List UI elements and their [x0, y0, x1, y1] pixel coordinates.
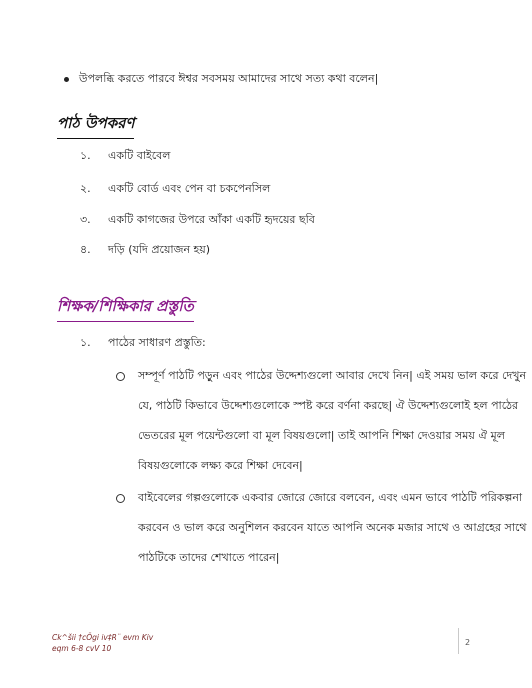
- item-text: দড়ি (যদি প্রয়োজন হয়): [108, 243, 211, 256]
- footer-line-1: Ck^šii †cÖgi iv‡R¨ evm Kiv: [52, 633, 154, 642]
- para-line: বিষয়গুলোকে লক্ষ্য করে শিক্ষা দেবেন|: [138, 459, 303, 472]
- para-line: সম্পূর্ণ পাঠটি পড়ুন এবং পাঠের উদ্দেশ্যগুলো আবার দেখে নিন| এই সময় ভাল করে দেখুন: [138, 369, 527, 382]
- prep-paragraph-2: [138, 483, 527, 573]
- materials-item: [80, 147, 170, 166]
- item-text: একটি বোর্ড এবং পেন বা চকপেনসিল: [108, 182, 271, 195]
- teacher-prep-heading: শিক্ষক/শিক্ষিকার প্রস্তুতি: [57, 295, 194, 322]
- item-number: ১.: [80, 149, 91, 162]
- para-line: করবেন ও ভাল করে অনুশিলন করবেন যাতে আপনি অনেক মজার সাথে ও আগ্রহের সাথে: [138, 521, 527, 534]
- materials-item: [80, 211, 315, 230]
- item-number: ৩.: [80, 213, 91, 226]
- materials-item: [80, 241, 210, 260]
- item-text: একটি কাগজের উপরে আঁকা একটি হৃদয়ের ছবি: [108, 213, 315, 226]
- bullet-dot-icon: [64, 77, 69, 82]
- sub-number: ১.: [80, 336, 91, 349]
- circle-bullet-icon: [116, 372, 125, 381]
- para-line: যে, পাঠটি কিভাবে উদ্দেশ্যগুলোকে স্পষ্ট করে বর্ণনা করছে| ঐ উদ্দেশ্যগুলোই হল পাঠের: [138, 399, 519, 412]
- prep-subheading: [80, 334, 206, 353]
- page-number: 2: [465, 638, 471, 647]
- footer-line-2: eqm 6-8 cvV 10: [52, 644, 112, 653]
- materials-item: [80, 180, 270, 199]
- objective-bullet: [64, 70, 378, 89]
- footer-divider: [458, 628, 459, 654]
- materials-heading: পাঠ উপকরণ: [57, 112, 134, 139]
- prep-paragraph-1: [138, 361, 527, 481]
- para-line: ভেতরের মূল পয়েন্টগুলো বা মূল বিষয়গুলো| তাই আপনি শিক্ষা দেওয়ার সময় ঐ মূল: [138, 429, 505, 442]
- para-line: পাঠটিকে তাদের শেখাতে পারেন|: [138, 551, 280, 564]
- sub-text: পাঠের সাধারণ প্রস্তুতি:: [108, 336, 206, 349]
- item-number: ৪.: [80, 243, 91, 256]
- para-line: বাইবেলের গল্পগুলোকে একবার জোরে জোরে বলবেন, এবং এমন ভাবে পাঠটি পরিকল্পনা: [138, 491, 523, 504]
- objective-text: উপলব্ধি করতে পারবে ঈশ্বর সবসময় আমাদের সাথে সত্য কথা বলেন|: [79, 72, 379, 85]
- footer-title: [52, 632, 153, 654]
- item-number: ২.: [80, 182, 91, 195]
- circle-bullet-icon: [116, 494, 125, 503]
- item-text: একটি বাইবেল: [108, 149, 171, 162]
